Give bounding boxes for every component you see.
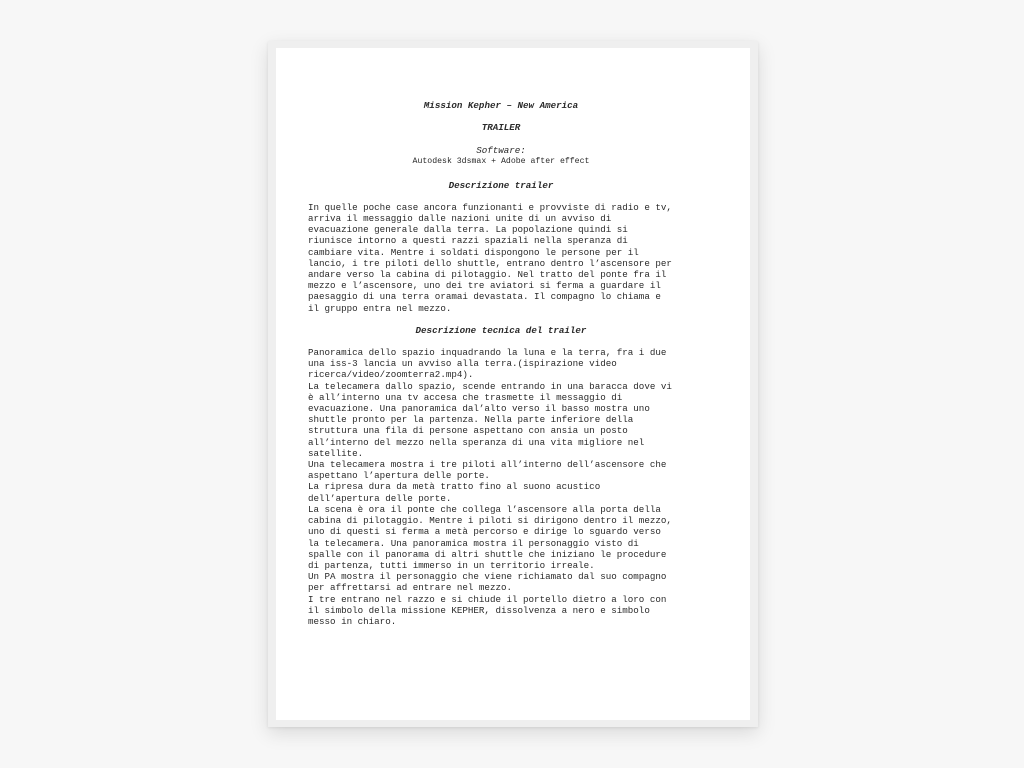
section-paragraph-description: In quelle poche case ancora funzionanti e provviste di radio e tv, arriva il messaggio dalle nazioni unite di un avviso di evacuazione generale dalla terra. La popolazione quindi si riunisce intorno a questi razzi spaziali nella speranza di cambiare vita. Mentre i soldati dispongono le persone per il lancio, i tre piloti dello shuttle, entrano dentro l’ascensore per andare verso la cabina di pilotaggio. Nel tratto del ponte fra il mezzo e l’ascensore, uno dei tre aviatori si ferma a guardare il paesaggio di una terra oramai devastata. Il compagno lo chiama e il gruppo entra nel mezzo. bbox=[308, 201, 672, 314]
document-page bbox=[276, 48, 750, 720]
section-heading-description: Descrizione trailer bbox=[448, 179, 554, 191]
section-heading-technical: Descrizione tecnica del trailer bbox=[415, 324, 587, 336]
document-subtitle: TRAILER bbox=[481, 122, 521, 134]
section-paragraph-technical: Panoramica dello spazio inquadrando la luna e la terra, fra i due una iss-3 lancia un avviso alla terra.(ispirazione video ricerca/video/zoomterra2.mp4). La telecamera dallo spazio, scende entrando in una baracca dove vi è all’interno una tv accesa che trasmette il messaggio di evacuazione. Una panoramica dal’alto verso il basso mostra uno shuttle pronto per la partenza. Nella parte inferiore della struttura una fila di persone aspettano con ansia un posto all’interno del mezzo nella speranza di una vita migliore nel satellite. Una telecamera mostra i tre piloti all’interno dell’ascensore che aspettano l’apertura delle porte. La ripresa dura da metà tratto fino al suono acustico dell’apertura delle porte. La scena è ora il ponte che collega l’ascensore alla porta della cabina di pilotaggio. Mentre i piloti si dirigono dentro il mezzo, uno di questi si ferma a metà percorso e dirige lo sguardo verso la telecamera. Una panoramica mostra il personaggio visto di spalle con il panorama di altri shuttle che iniziano le procedure di partenza, tutti immerso in un territorio irreale. Un PA mostra il personaggio che viene richiamato dal suo compagno per affrettarsi ad entrare nel mezzo. I tre entrano nel razzo e si chiude il portello dietro a loro con il simbolo della missione KEPHER, dissolvenza a nero e simbolo messo in chiaro. bbox=[308, 347, 672, 627]
page-content bbox=[308, 100, 694, 627]
document-title: Mission Kepher – New America bbox=[423, 100, 579, 111]
software-label: Software: bbox=[476, 145, 526, 157]
software-value: Autodesk 3dsmax + Adobe after effect bbox=[412, 156, 590, 166]
